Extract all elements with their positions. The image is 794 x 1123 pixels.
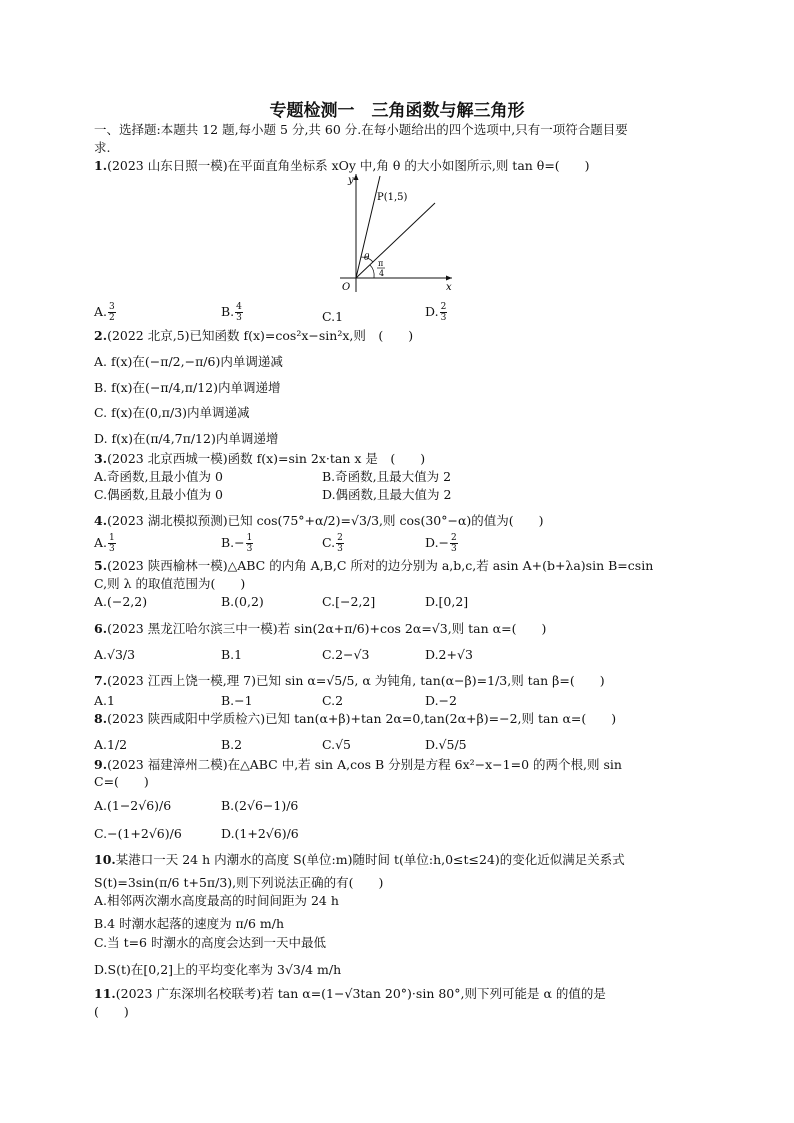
option-d[interactable]: D.偶函数,且最大值为 2: [322, 487, 452, 502]
option-a[interactable]: A.奇函数,且最小值为 0: [94, 469, 223, 484]
y-axis-label: y: [348, 175, 354, 186]
option-d[interactable]: D.−2: [425, 693, 457, 708]
question-5-cont: C,则 λ 的取值范围为( ): [94, 576, 246, 591]
option-a[interactable]: A.√3/3: [94, 647, 136, 662]
origin-label: O: [342, 282, 351, 293]
option-c[interactable]: C.2: [322, 693, 344, 708]
option-b[interactable]: B. f(x)在(−π/4,π/12)内单调递增: [94, 380, 281, 395]
option-b[interactable]: B. $\frac{4}{3}$: [221, 302, 242, 323]
option-d[interactable]: D.√5/5: [425, 737, 467, 752]
question-8: 8.(2023 陕西咸阳中学质检六)已知 tan(α+β)+tan 2α=0,tan(2α+β)=−2,则 tan α=( ): [94, 711, 617, 726]
option-c[interactable]: C. $\frac{2}{3}$: [322, 533, 343, 554]
option-a[interactable]: A. $\frac{3}{2}$: [94, 302, 115, 323]
option-b[interactable]: B.(2√6−1)/6: [221, 798, 299, 813]
page-title: 专题检测一 三角函数与解三角形: [269, 101, 525, 121]
theta-label: θ: [364, 253, 370, 263]
angle-denominator: 4: [379, 269, 385, 278]
option-d[interactable]: D. f(x)在(π/4,7π/12)内单调递增: [94, 431, 279, 446]
option-c[interactable]: C.偶函数,且最小值为 0: [94, 487, 223, 502]
option-c[interactable]: C.1: [322, 309, 344, 324]
option-a[interactable]: A.相邻两次潮水高度最高的时间间距为 24 h: [94, 893, 339, 908]
question-number: 1.: [94, 158, 108, 173]
option-d[interactable]: D.(1+2√6)/6: [221, 826, 299, 841]
question-6: 6.(2023 黑龙江哈尔滨三中一模)若 sin(2α+π/6)+cos 2α=√3,则 tan α=( ): [94, 621, 547, 636]
option-d[interactable]: D.− $\frac{2}{3}$: [425, 533, 457, 554]
option-c[interactable]: C.[−2,2]: [322, 594, 376, 609]
section-instruction: 一、选择题:本题共 12 题,每小题 5 分,共 60 分.在每小题给出的四个选项中,只有一项符合题目要: [94, 122, 628, 137]
option-a[interactable]: A.(−2,2): [94, 594, 148, 609]
option-a[interactable]: A. f(x)在(−π/2,−π/6)内单调递减: [94, 354, 283, 369]
option-c[interactable]: C.−(1+2√6)/6: [94, 826, 182, 841]
option-d[interactable]: D.[0,2]: [425, 594, 469, 609]
option-a[interactable]: A. $\frac{1}{3}$: [94, 533, 115, 554]
option-b[interactable]: B.(0,2): [221, 594, 264, 609]
option-c[interactable]: C.√5: [322, 737, 352, 752]
option-a[interactable]: A.1: [94, 693, 115, 708]
question-3: 3.(2023 北京西城一模)函数 f(x)=sin 2x·tan x 是 ( ): [94, 451, 426, 466]
question-5: 5.(2023 陕西榆林一模)△ABC 的内角 A,B,C 所对的边分别为 a,b,c,若 asin A+(b+λa)sin B=csin: [94, 558, 654, 573]
question-stem: (2023 山东日照一模)在平面直角坐标系 xOy 中,角 θ 的大小如图所示,则 tan θ=( ): [107, 158, 590, 173]
question-11-cont: ( ): [94, 1004, 129, 1019]
option-b[interactable]: B.奇函数,且最大值为 2: [322, 469, 452, 484]
question-10: 10.某港口一天 24 h 内潮水的高度 S(单位:m)随时间 t(单位:h,0≤t≤24)的变化近似满足关系式: [94, 852, 625, 867]
question-11: 11.(2023 广东深圳名校联考)若 tan α=(1−√3tan 20°)·sin 80°,则下列可能是 α 的值的是: [94, 986, 606, 1001]
option-a[interactable]: A.(1−2√6)/6: [94, 798, 172, 813]
option-b[interactable]: B.1: [221, 647, 243, 662]
angle-numerator: π: [378, 259, 384, 268]
question-9: 9.(2023 福建漳州二模)在△ABC 中,若 sin A,cos B 分别是方程 6x²−x−1=0 的两个根,则 sin: [94, 757, 622, 772]
question-9-cont: C=( ): [94, 774, 149, 789]
option-c[interactable]: C. f(x)在(0,π/3)内单调递减: [94, 405, 250, 420]
x-axis-label: x: [446, 282, 452, 293]
angle-figure: [336, 170, 456, 295]
option-c[interactable]: C.当 t=6 时潮水的高度会达到一天中最低: [94, 935, 326, 950]
option-b[interactable]: B.2: [221, 737, 243, 752]
option-b[interactable]: B.− $\frac{1}{3}$: [221, 533, 253, 554]
option-b[interactable]: B.−1: [221, 693, 253, 708]
question-4: 4.(2023 湖北模拟预测)已知 cos(75°+α/2)=√3/3,则 cos(30°−α)的值为( ): [94, 513, 544, 528]
question-7: 7.(2023 江西上饶一模,理 7)已知 sin α=√5/5, α 为钝角, tan(α−β)=1/3,则 tan β=( ): [94, 673, 605, 688]
option-a[interactable]: A.1/2: [94, 737, 128, 752]
option-b[interactable]: B.4 时潮水起落的速度为 π/6 m/h: [94, 916, 285, 931]
option-d[interactable]: D.2+√3: [425, 647, 473, 662]
point-label: P(1,5): [377, 192, 408, 203]
option-d[interactable]: D.S(t)在[0,2]上的平均变化率为 3√3/4 m/h: [94, 962, 342, 977]
question-10-cont: S(t)=3sin(π/6 t+5π/3),则下列说法正确的有( ): [94, 875, 384, 890]
question-2: 2.(2022 北京,5)已知函数 f(x)=cos²x−sin²x,则 ( ): [94, 328, 414, 343]
option-c[interactable]: C.2−√3: [322, 647, 370, 662]
option-d[interactable]: D. $\frac{2}{3}$: [425, 302, 447, 323]
section-instruction-cont: 求.: [94, 140, 111, 155]
